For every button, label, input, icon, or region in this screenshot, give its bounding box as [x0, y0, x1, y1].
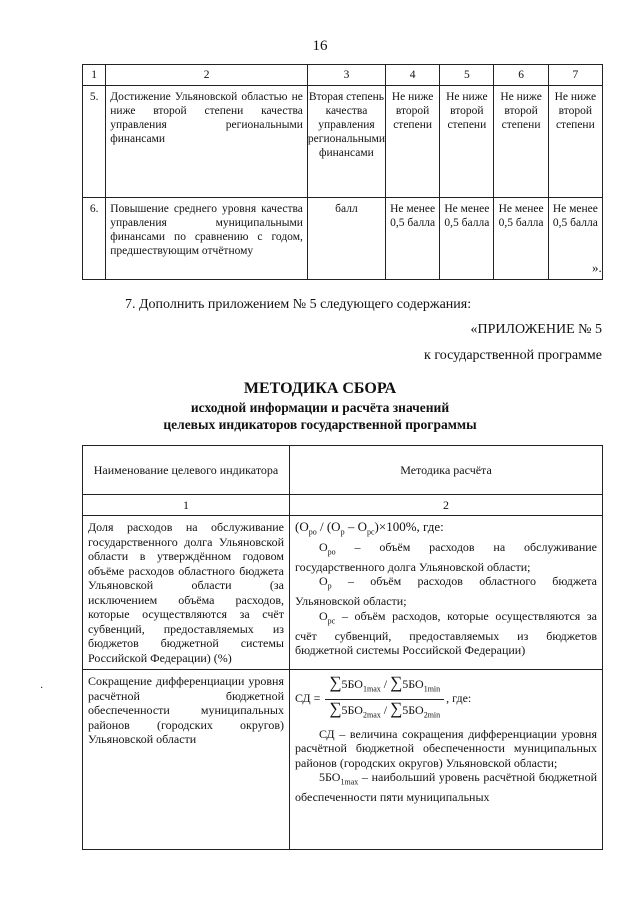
document-subtitle: исходной информации и расчёта значений — [190, 400, 450, 415]
indicator-name: Доля расходов на обслуживание государственного долга Ульяновской области в утверждённом годовом объёме расходов областного бюджета Ульяновской области (за исключением объёма расходов, которые осуществляются за счёт субвенций, предоставляемых из бюджетов бюджетной системы Российской Федерации) (%) — [83, 516, 290, 670]
column-number: 2 — [290, 495, 603, 516]
table-header-row — [83, 446, 603, 495]
header-cell: 3 — [307, 65, 385, 86]
definition: $5БО_{1max}$ – наибольший уровень расчётной бюджетной обеспеченности пяти муниципальных — [295, 770, 597, 805]
table-row — [83, 516, 603, 670]
value-cell: Не ниже второй степени — [386, 86, 440, 198]
indicator-name: Сокращение дифференциации уровня расчётной бюджетной обеспеченности муниципальных районов (городских округов) Ульяновской области — [83, 670, 290, 850]
value-cell: Не менее 0,5 балла — [494, 198, 548, 280]
table-header-row — [83, 65, 603, 86]
definition: $О_{ро}$ – объём расходов на обслуживание государственного долга Ульяновской области; — [295, 540, 597, 574]
calculation-method — [290, 670, 603, 850]
definition: $О_р$ – объём расходов областного бюджета Ульяновской области; — [295, 574, 598, 609]
table-row — [83, 198, 603, 280]
value-cell: Не ниже второй степени — [494, 86, 548, 198]
row-number: 6. — [83, 198, 106, 280]
fraction: $\frac{\sum 5БО_{1max} / \sum 5БО_{1min}}{\sum 5БО_{2max} / \sum 5БО_{2min}}$ — [325, 676, 444, 723]
calculation-method — [290, 516, 603, 670]
header-cell: 2 — [106, 65, 308, 86]
indicator-name: Повышение среднего уровня качества управления муниципальными финансами по сравнению с годом, предшествующим отчётному — [106, 198, 308, 280]
value-cell: Не менее 0,5 балла — [386, 198, 440, 280]
margin-mark: · — [40, 683, 44, 694]
paragraph-7: 7. Дополнить приложением № 5 следующего содержания: — [125, 297, 472, 312]
value-cell: Не менее 0,5 балла — [548, 198, 602, 280]
document-title: МЕТОДИКА СБОРА — [243, 380, 397, 397]
table-number-row — [83, 495, 603, 516]
unit-cell: балл — [307, 198, 385, 280]
definition: $О_{рс}$ – объём расходов, которые осуществляются за счёт субвенций, предоставляемых из бюджетов бюджетной системы Российской Федерации) — [295, 608, 597, 658]
formula: ($О_{ро} / (О_р - О_{рс})\times 100\%$, где: — [295, 519, 444, 537]
header-cell: 6 — [494, 65, 548, 86]
methodology-table — [82, 445, 603, 850]
appendix-subtitle: к государственной программе — [424, 348, 602, 363]
closing-quote: ». — [592, 260, 602, 275]
page-number: 16 — [312, 38, 328, 54]
value-cell: Не ниже второй степени — [440, 86, 494, 198]
appendix-label: «ПРИЛОЖЕНИЕ № 5 — [470, 322, 602, 337]
definition: СД – величина сокращения дифференциации уровня расчётной бюджетной обеспеченности муниципальных районов (городских округов) Ульяновской области; — [295, 726, 597, 770]
column-number: 1 — [83, 495, 290, 516]
header-cell: Методика расчёта — [290, 446, 603, 495]
unit-cell: Вторая степень качества управления региональными финансами — [307, 86, 385, 198]
header-cell: Наименование целевого индикатора — [83, 446, 290, 495]
header-cell: 5 — [440, 65, 494, 86]
indicators-table — [82, 64, 603, 280]
formula: СД = $\frac{\sum 5БО_{1max} / \sum 5БО_{1min}}{\sum 5БО_{2max} / \sum 5БО_{2min}}$ , где: — [295, 674, 597, 727]
header-cell: 1 — [83, 65, 106, 86]
table-row — [83, 670, 603, 850]
document-subtitle: целевых индикаторов государственной программы — [163, 417, 477, 432]
row-number: 5. — [83, 86, 106, 198]
header-cell: 4 — [386, 65, 440, 86]
indicator-name: Достижение Ульяновской областью не ниже второй степени качества управления региональными финансами — [106, 86, 308, 198]
value-cell: Не менее 0,5 балла — [440, 198, 494, 280]
value-cell: Не ниже второй степени — [548, 86, 602, 198]
header-cell: 7 — [548, 65, 602, 86]
table-row — [83, 86, 603, 198]
